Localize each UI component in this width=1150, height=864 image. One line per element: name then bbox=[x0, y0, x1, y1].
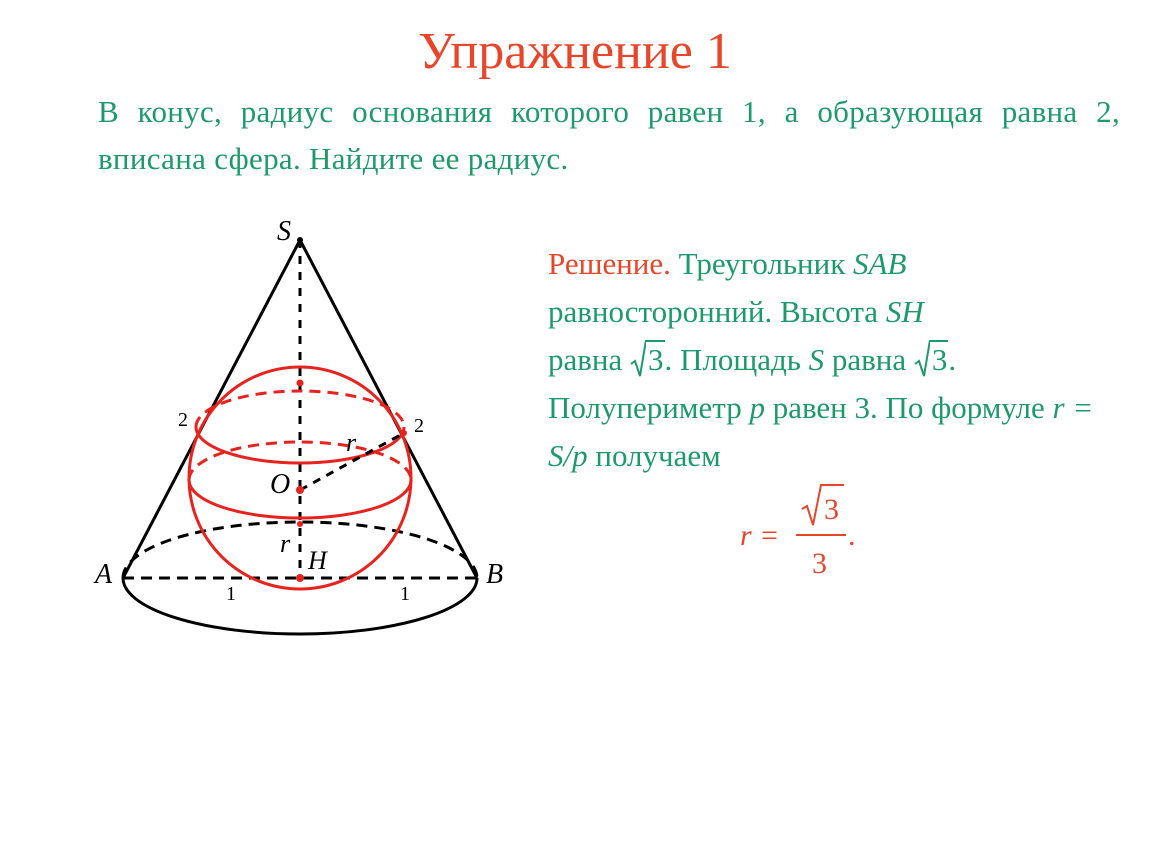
point-h bbox=[296, 574, 304, 582]
solution-label: Решение. bbox=[548, 246, 671, 281]
solution-text-2: равносторонний. Высота bbox=[548, 294, 879, 329]
solution-text-7: Полупериметр bbox=[548, 390, 742, 425]
point-r-mark bbox=[297, 521, 303, 527]
semiperimeter-symbol: p bbox=[749, 390, 765, 425]
formula-denominator: 3 bbox=[812, 547, 827, 580]
solution-text bbox=[548, 240, 1108, 480]
point-o bbox=[296, 486, 304, 494]
formula-numerator: 3 bbox=[824, 493, 839, 526]
tangency-point bbox=[401, 430, 407, 436]
point-s bbox=[297, 237, 303, 243]
sqrt-three-2: 3 bbox=[914, 336, 949, 384]
label-base-left: 1 bbox=[226, 583, 236, 605]
triangle-name: SAB bbox=[853, 246, 907, 281]
label-side-right: 2 bbox=[414, 415, 424, 437]
radius-formula: r = S/p bbox=[548, 390, 1094, 473]
solution-text-1: Треугольник bbox=[678, 246, 846, 281]
label-h: H bbox=[308, 546, 327, 575]
solution-text-4: . Площадь bbox=[664, 342, 801, 377]
equator-back bbox=[189, 442, 411, 480]
sphere-top-point bbox=[297, 380, 304, 387]
sqrt-three-1: 3 bbox=[630, 336, 665, 384]
formula-lhs: r = bbox=[740, 519, 780, 552]
solution-text-6: . bbox=[948, 342, 957, 377]
label-a: A bbox=[95, 559, 113, 590]
label-b: B bbox=[486, 559, 504, 590]
solution-text-3: равна bbox=[548, 342, 623, 377]
answer-formula bbox=[740, 483, 880, 591]
label-r-lower: r bbox=[280, 529, 291, 558]
solution-text-8: равен 3. По формуле bbox=[772, 390, 1045, 425]
label-base-right: 1 bbox=[400, 583, 410, 605]
label-s: S bbox=[277, 216, 291, 247]
problem-statement: В конус, радиус основания которого равен 1, а образующая равна 2, вписана сфера. Найдите ее радиус. bbox=[98, 94, 1120, 176]
exercise-title: Упражнение 1 bbox=[418, 23, 732, 80]
solution-text-9: получаем bbox=[595, 438, 721, 473]
area-symbol: S bbox=[808, 342, 825, 377]
base-ellipse-front bbox=[123, 578, 477, 634]
label-r-upper: r bbox=[346, 428, 357, 457]
formula-period: . bbox=[848, 519, 856, 552]
height-name: SH bbox=[885, 294, 924, 329]
label-side-left: 2 bbox=[178, 409, 188, 431]
cone-sphere-diagram bbox=[0, 0, 560, 660]
label-o: O bbox=[270, 469, 291, 500]
solution-text-5: равна bbox=[831, 342, 907, 377]
